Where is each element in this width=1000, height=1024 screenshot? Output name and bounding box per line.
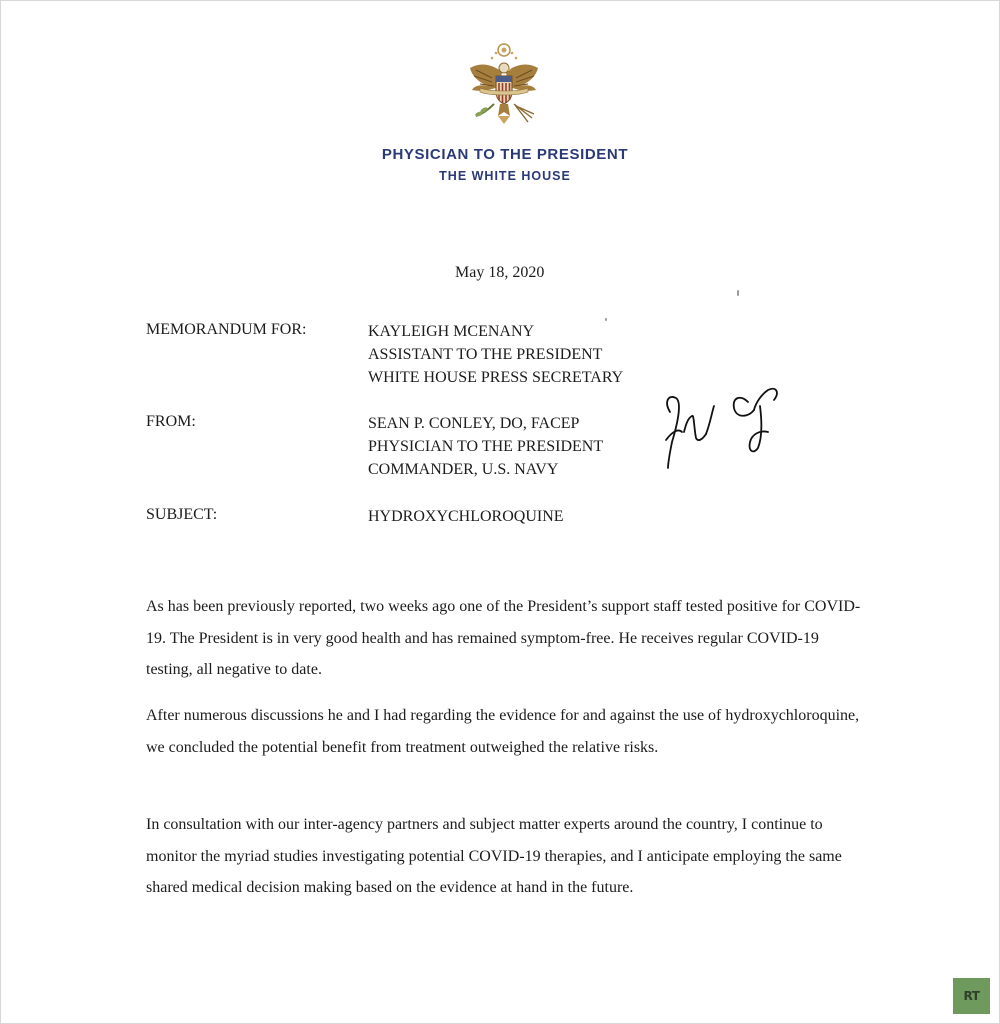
rt-logo-icon <box>953 978 990 1014</box>
recipient-line: ASSISTANT TO THE PRESIDENT <box>368 346 603 363</box>
sender-line: PHYSICIAN TO THE PRESIDENT <box>368 438 604 455</box>
scan-speck <box>737 290 739 296</box>
handwritten-signature <box>656 372 796 472</box>
rt-logo-text: RT <box>963 989 980 1003</box>
memo-date: May 18, 2020 <box>455 264 545 281</box>
letterhead-title: PHYSICIAN TO THE PRESIDENT <box>381 146 629 163</box>
body-paragraph-2: After numerous discussions he and I had regarding the evidence for and against the use of hydroxychloroquine, we concluded the potential benefit from treatment outweighed the relative risks. <box>146 707 860 756</box>
scan-speck <box>605 318 607 321</box>
memo-for-label: MEMORANDUM FOR: <box>146 321 307 338</box>
memo-from-sender <box>368 412 603 481</box>
recipient-line: WHITE HOUSE PRESS SECRETARY <box>368 369 624 386</box>
memo-subject: HYDROXYCHLOROQUINE <box>368 508 564 525</box>
recipient-line: KAYLEIGH MCENANY <box>368 323 535 340</box>
body-paragraph-3: In consultation with our inter-agency partners and subject matter experts around the country, I continue to monitor the myriad studies investigating potential COVID-19 therapies, and I anticipate employing the same shared medical decision making based on the evidence at hand in the future. <box>146 816 842 896</box>
presidential-seal-icon <box>462 42 546 128</box>
memo-subject-label: SUBJECT: <box>146 506 218 523</box>
letterhead-subtitle: THE WHITE HOUSE <box>439 169 571 183</box>
memo-for-recipient <box>368 320 623 389</box>
sender-line: SEAN P. CONLEY, DO, FACEP <box>368 415 580 432</box>
body-paragraph-1: As has been previously reported, two weeks ago one of the President’s support staff tested positive for COVID-19. The President is in very good health and has remained symptom-free. He receives regular COVID-19 testing, all negative to date. <box>146 598 861 678</box>
memo-from-label: FROM: <box>146 413 196 430</box>
sender-line: COMMANDER, U.S. NAVY <box>368 461 559 478</box>
